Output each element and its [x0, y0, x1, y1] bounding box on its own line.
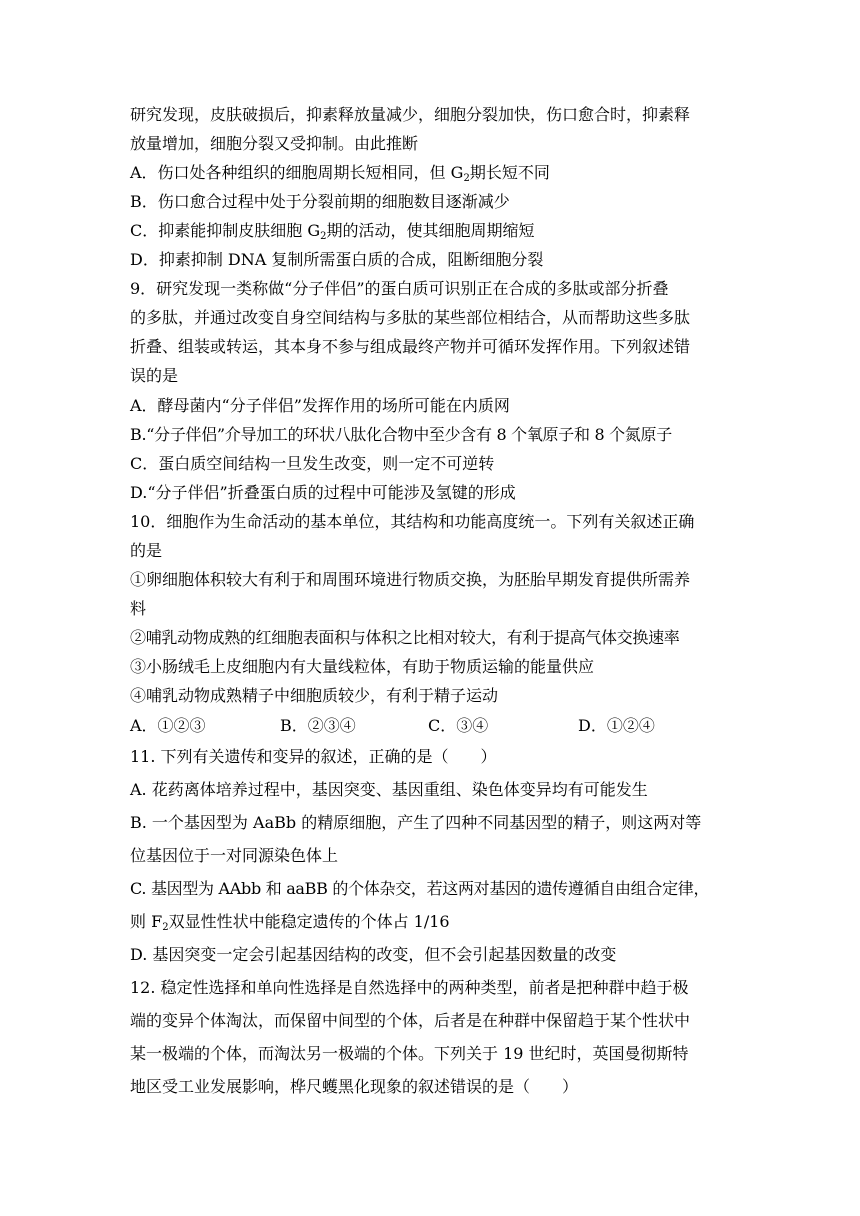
q10-option-a: A．①②③	[130, 716, 206, 735]
q8-option-a-text-end: 期长短不同	[469, 163, 550, 182]
q8-option-a-text: A．伤口处各种组织的细胞周期长短相同，但 G	[130, 163, 464, 182]
q11-option-d: D. 基因突变一定会引起基因结构的改变，但不会引起基因数量的改变	[130, 945, 617, 964]
q11-stem: 11. 下列有关遗传和变异的叙述，正确的是（ ）	[130, 747, 497, 766]
q10-options	[130, 715, 730, 737]
q10-item-4: ④哺乳动物成熟精子中细胞质较少，有利于精子运动	[130, 686, 499, 705]
q10-stem-line-1: 10．细胞作为生命活动的基本单位，其结构和功能高度统一。下列有关叙述正确	[130, 512, 695, 531]
q8-option-c-text-end: 期的活动，使其细胞周期缩短	[326, 221, 535, 240]
q9-option-c: C．蛋白质空间结构一旦发生改变，则一定不可逆转	[130, 454, 495, 473]
q8-option-b: B．伤口愈合过程中处于分裂前期的细胞数目逐渐减少	[130, 192, 510, 211]
q8-option-c-subscript: 2	[320, 231, 327, 242]
q11-option-c-text-end: 双显性性状中能稳定遗传的个体占 1/16	[168, 912, 450, 931]
q9-stem-line-1: 9．研究发现一类称做“分子伴侣”的蛋白质可识别正在合成的多肽或部分折叠	[130, 279, 669, 298]
q11-option-c-text: 则 F	[130, 912, 163, 931]
q11-option-a: A. 花药离体培养过程中，基因突变、基因重组、染色体变异均有可能发生	[130, 780, 648, 799]
q9-stem-line-4: 误的是	[130, 366, 179, 385]
q8-stem-line-2: 放量增加，细胞分裂又受抑制。由此推断	[130, 134, 419, 153]
q8-option-c-text: C．抑素能抑制皮肤细胞 G	[130, 221, 321, 240]
q12-stem-line-2: 端的变异个体淘汰，而保留中间型的个体，后者是在种群中保留趋于某个性状中	[130, 1011, 691, 1030]
q11-option-b-line-2: 位基因位于一对同源染色体上	[130, 846, 339, 865]
q10-item-1-line-2: 料	[130, 599, 147, 618]
q10-option-c: C．③④	[428, 716, 489, 735]
q11-option-c-line-2	[130, 911, 450, 939]
q10-item-3: ③小肠绒毛上皮细胞内有大量线粒体，有助于物质运输的能量供应	[130, 657, 595, 676]
q9-option-a: A．酵母菌内“分子伴侣”发挥作用的场所可能在内质网	[130, 396, 510, 415]
q8-option-d: D．抑素抑制 DNA 复制所需蛋白质的合成，阻断细胞分裂	[130, 250, 544, 269]
q12-stem-line-4: 地区受工业发展影响，桦尺蠖黑化现象的叙述错误的是（ ）	[130, 1077, 579, 1096]
q9-option-b: B.“分子伴侣”介导加工的环状八肽化合物中至少含有 8 个氧原子和 8 个氮原子	[130, 425, 672, 444]
q10-item-2: ②哺乳动物成熟的红细胞表面积与体积之比相对较大，有利于提高气体交换速率	[130, 628, 680, 647]
q8-option-c	[130, 220, 535, 248]
q10-item-1-line-1: ①卵细胞体积较大有利于和周围环境进行物质交换，为胚胎早期发育提供所需养	[130, 570, 691, 589]
q12-stem-line-1: 12. 稳定性选择和单向性选择是自然选择中的两种类型，前者是把种群中趋于极	[130, 978, 689, 997]
q9-stem-line-2: 的多肽，并通过改变自身空间结构与多肽的某些部位相结合，从而帮助这些多肽	[130, 308, 691, 327]
q8-option-a	[130, 162, 550, 190]
q11-option-b-line-1: B. 一个基因型为 AaBb 的精原细胞，产生了四种不同基因型的精子，则这两对等	[130, 813, 702, 832]
q9-stem-line-3: 折叠、组装或转运，其本身不参与组成最终产物并可循环发挥作用。下列叙述错	[130, 337, 691, 356]
q10-stem-line-2: 的是	[130, 541, 163, 560]
q9-option-d: D.“分子伴侣”折叠蛋白质的过程中可能涉及氢键的形成	[130, 483, 516, 502]
q8-option-a-subscript: 2	[463, 173, 470, 184]
q11-option-c-line-1: C. 基因型为 AAbb 和 aaBB 的个体杂交，若这两对基因的遗传遵循自由组合定律，	[130, 879, 710, 898]
q11-option-c-subscript: 2	[162, 922, 169, 933]
q10-option-d: D．①②④	[578, 716, 655, 735]
q8-stem-line-1: 研究发现，皮肤破损后，抑素释放量减少，细胞分裂加快，伤口愈合时，抑素释	[130, 105, 691, 124]
q12-stem-line-3: 某一极端的个体，而淘汰另一极端的个体。下列关于 19 世纪时，英国曼彻斯特	[130, 1044, 689, 1063]
q10-option-b: B．②③④	[280, 716, 356, 735]
